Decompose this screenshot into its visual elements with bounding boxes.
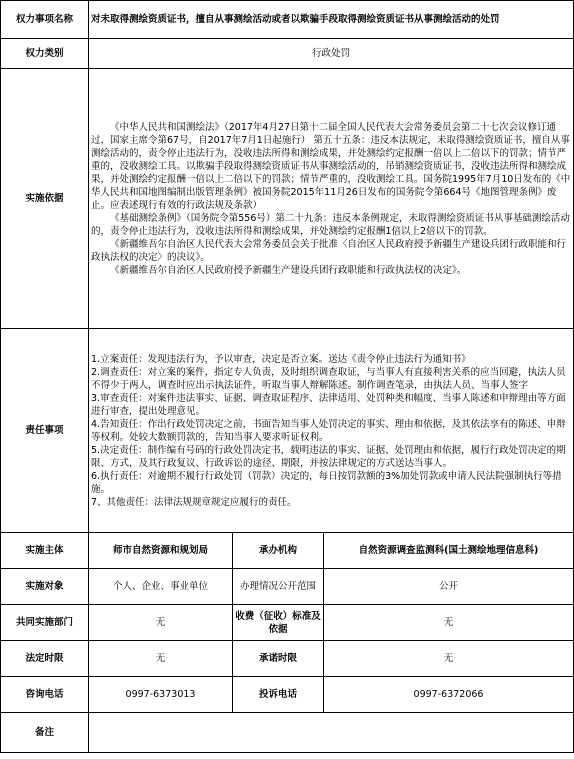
responsibility-label: 责任事项	[1, 329, 89, 533]
target-label: 实施对象	[1, 569, 89, 605]
deadline-value: 无	[89, 641, 233, 677]
row-power-type	[1, 39, 574, 69]
responsibility-item: 7、其他责任：法律法规规章规定应履行的责任。	[91, 496, 297, 508]
agency-label: 承办机构	[233, 533, 324, 569]
responsibility-item: 2.调查责任：对立案的案件，指定专人负责，及时组织调查取证，与当事人有直接利害关系的应当回避，执法人员不得少于两人，调查时应出示执法证件，听取当事人辩解陈述。制作调查笔录，由执法人员、当事人签字	[91, 366, 566, 391]
consult-phone-label: 咨询电话	[1, 677, 89, 713]
fee-value: 无	[324, 605, 574, 641]
responsibility-item: 1.立案责任：发现违法行为，予以审查，决定是否立案。送达《责令停止违法行为通知书》	[91, 353, 471, 365]
responsibility-item: 3.审查责任：对案件违法事实、证据、调查取证程序、法律适用、处罚种类和幅度、当事人陈述和申辩理由等方面进行审查，提出处理意见。	[91, 392, 566, 417]
fee-label: 收费（征收）标准及依据	[233, 605, 324, 641]
row-target	[1, 569, 574, 605]
basis-paragraph: 《基础测绘条例》（国务院令第556号）第二十九条：违反本条例规定，未取得测绘资质证书从事基础测绘活动的，责令停止违法行为，没收违法所得和测绘成果，并处测绘约定报酬1倍以上2倍以下的罚款。	[91, 212, 570, 237]
item-name-value: 对未取得测绘资质证书，擅自从事测绘活动或者以欺骗手段取得测绘资质证书从事测绘活动的处罚	[89, 1, 574, 39]
responsibility-item: 5.决定责任：制作编有号码的行政处罚决定书，载明违法的事实、证据、处罚理由和依据，履行行政处罚决定的期限、方式，及其行政复议、行政诉讼的途径、期限，并按法律规定的方式送达当事人。	[91, 444, 566, 469]
responsibility-content	[89, 329, 574, 533]
basis-label: 实施依据	[1, 69, 89, 329]
row-joint	[1, 605, 574, 641]
item-name-label: 权力事项名称	[1, 1, 89, 39]
complaint-phone-label: 投诉电话	[233, 677, 324, 713]
row-notes	[1, 713, 574, 753]
disclosure-label: 办理情况公开范围	[233, 569, 324, 605]
row-basis	[1, 69, 574, 329]
row-item-name	[1, 1, 574, 39]
row-deadline	[1, 641, 574, 677]
subject-label: 实施主体	[1, 533, 89, 569]
basis-paragraph: 《中华人民共和国测绘法》（2017年4月27日第十二届全国人民代表大会常务委员会第二十七次会议修订通过，国家主席令第67号，自2017年7月1日起施行） 第五十五条：违反本法规定，未取得测绘资质证书，擅自从事测绘活动的，责令停止违法行为，没收违法所得和测绘成果，并处测绘约定报酬一倍以上二倍以下的罚款；情节严重的，没收测绘工具。以欺骗手段取得测绘资质证书从事测绘活动的，吊销测绘资质证书，没收违法所得和测绘成果，并处测绘约定报酬一倍以上二倍以下的罚款；情节严重的，没收测绘工具。国务院1995年7月10日发布的《中华人民共和国地图编制出版管理条例》被国务院2015年11月26日发布的国务院令第664号《地图管理条例》废止。应表述现行有效的行政法规及条款）	[91, 121, 571, 211]
responsibility-item: 4.告知责任：作出行政处罚决定之前，书面告知当事人处罚决定的事实、理由和依据，及其依法享有的陈述、申辩等权利。处较大数额罚款的，告知当事人要求听证权利。	[91, 418, 566, 443]
joint-value: 无	[89, 605, 233, 641]
target-value: 个人、企业、事业单位	[89, 569, 233, 605]
basis-paragraph: 《新疆维吾尔自治区人民政府授予新疆生产建设兵团行政职能和行政执法权的决定》。	[110, 264, 467, 276]
basis-content	[89, 69, 574, 329]
row-subject	[1, 533, 574, 569]
row-responsibility	[1, 329, 574, 533]
power-type-label: 权力类别	[1, 39, 89, 69]
consult-phone-value: 0997-6373013	[89, 677, 233, 713]
complaint-phone-value: 0997-6372066	[324, 677, 574, 713]
promise-value: 无	[324, 641, 574, 677]
responsibility-item: 6.执行责任：对逾期不履行行政处罚（罚款）决定的，每日按罚款额的3%加处罚款或申请人民法院强制执行等措施。	[91, 470, 562, 495]
promise-label: 承诺时限	[233, 641, 324, 677]
power-type-value: 行政处罚	[89, 39, 574, 69]
notes-value	[89, 713, 574, 753]
deadline-label: 法定时限	[1, 641, 89, 677]
joint-label: 共同实施部门	[1, 605, 89, 641]
agency-value: 自然资源调查监测科(国土测绘地理信息科)	[324, 533, 574, 569]
notes-label: 备注	[1, 713, 89, 753]
subject-value: 师市自然资源和规划局	[89, 533, 233, 569]
disclosure-value: 公开	[324, 569, 574, 605]
row-phone	[1, 677, 574, 713]
basis-paragraph: 《新疆维吾尔自治区人民代表大会常务委员会关于批准〈自治区人民政府授予新疆生产建设兵团行政职能和行政执法权的决定〉的决议》。	[91, 238, 567, 263]
